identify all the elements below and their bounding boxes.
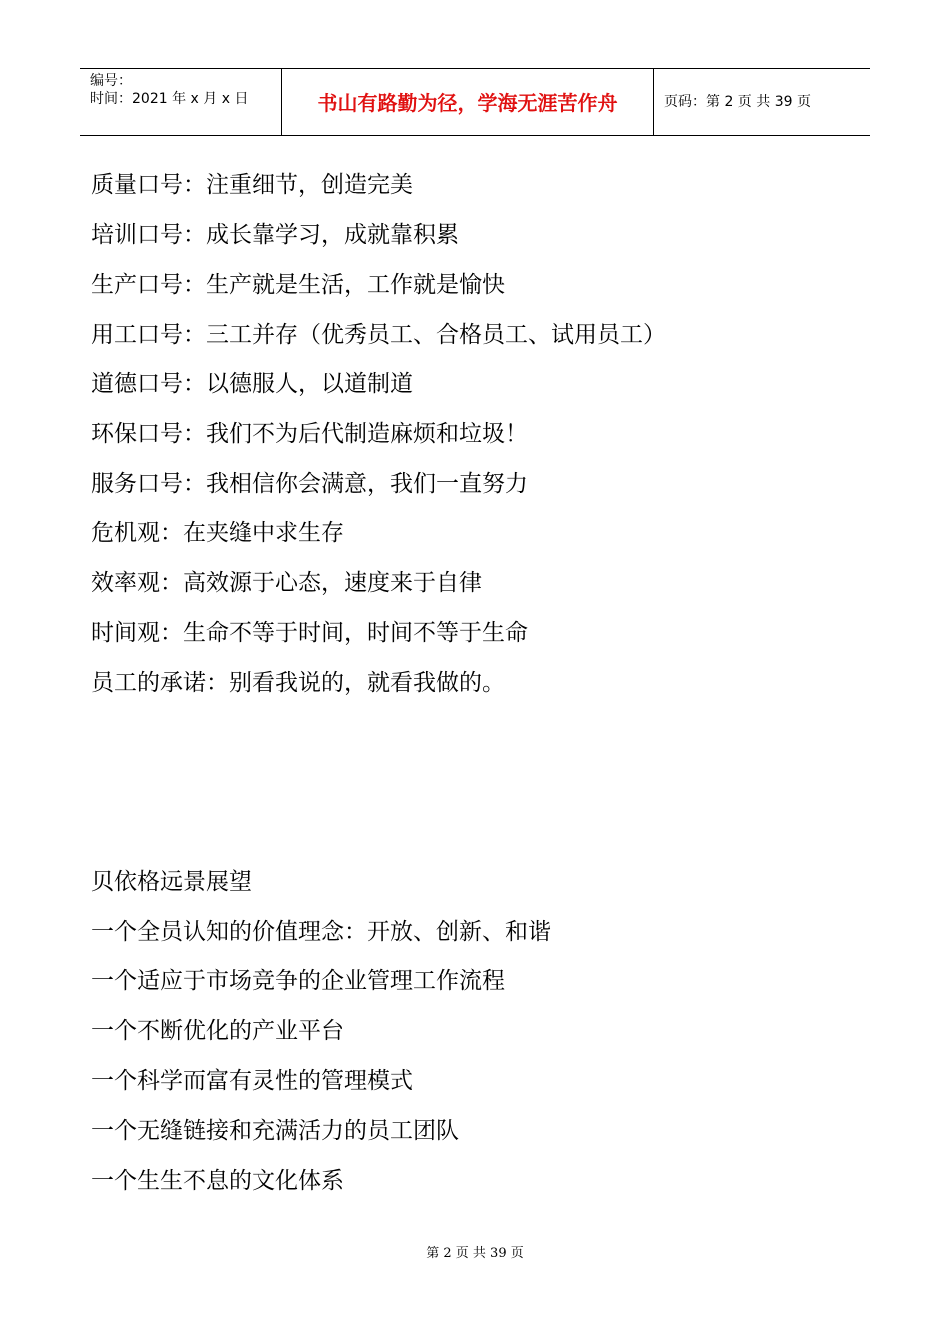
header-meta-cell [80,69,282,135]
slogan-employment: 用工口号：三工并存（优秀员工、合格员工、试用员工） [91,322,666,348]
view-time: 时间观：生命不等于时间，时间不等于生命 [91,620,528,646]
vision-item: 一个适应于市场竞争的企业管理工作流程 [91,968,505,994]
slogan-training: 培训口号：成长靠学习，成就靠积累 [91,222,459,248]
employee-promise: 员工的承诺：别看我说的，就看我做的。 [91,670,505,696]
slogan-production: 生产口号：生产就是生活，工作就是愉快 [91,272,505,298]
vision-title: 贝依格远景展望 [91,869,252,895]
view-crisis: 危机观：在夹缝中求生存 [91,520,344,546]
header-motto: 书山有路勤为径，学海无涯苦作舟 [317,91,618,115]
document-time: 时间：2021 年 x 月 x 日 [90,91,249,107]
document-number: 编号： [90,73,132,89]
vision-item: 一个生生不息的文化体系 [91,1168,344,1194]
slogan-service: 服务口号：我相信你会满意，我们一直努力 [91,471,528,497]
view-efficiency: 效率观：高效源于心态，速度来于自律 [91,570,482,596]
header-page-cell [654,69,870,135]
page-header [80,68,870,136]
slogan-morality: 道德口号：以德服人，以道制道 [91,371,413,397]
vision-item: 一个不断优化的产业平台 [91,1018,344,1044]
page-footer: 第 2 页 共 39 页 [426,1246,524,1261]
header-page-code: 页码：第 2 页 共 39 页 [664,94,811,110]
vision-item: 一个全员认知的价值理念：开放、创新、和谐 [91,919,551,945]
slogan-environment: 环保口号：我们不为后代制造麻烦和垃圾！ [91,421,528,447]
slogan-quality: 质量口号：注重细节，创造完美 [91,172,413,198]
vision-item: 一个无缝链接和充满活力的员工团队 [91,1118,459,1144]
vision-item: 一个科学而富有灵性的管理模式 [91,1068,413,1094]
header-motto-cell [282,69,654,135]
